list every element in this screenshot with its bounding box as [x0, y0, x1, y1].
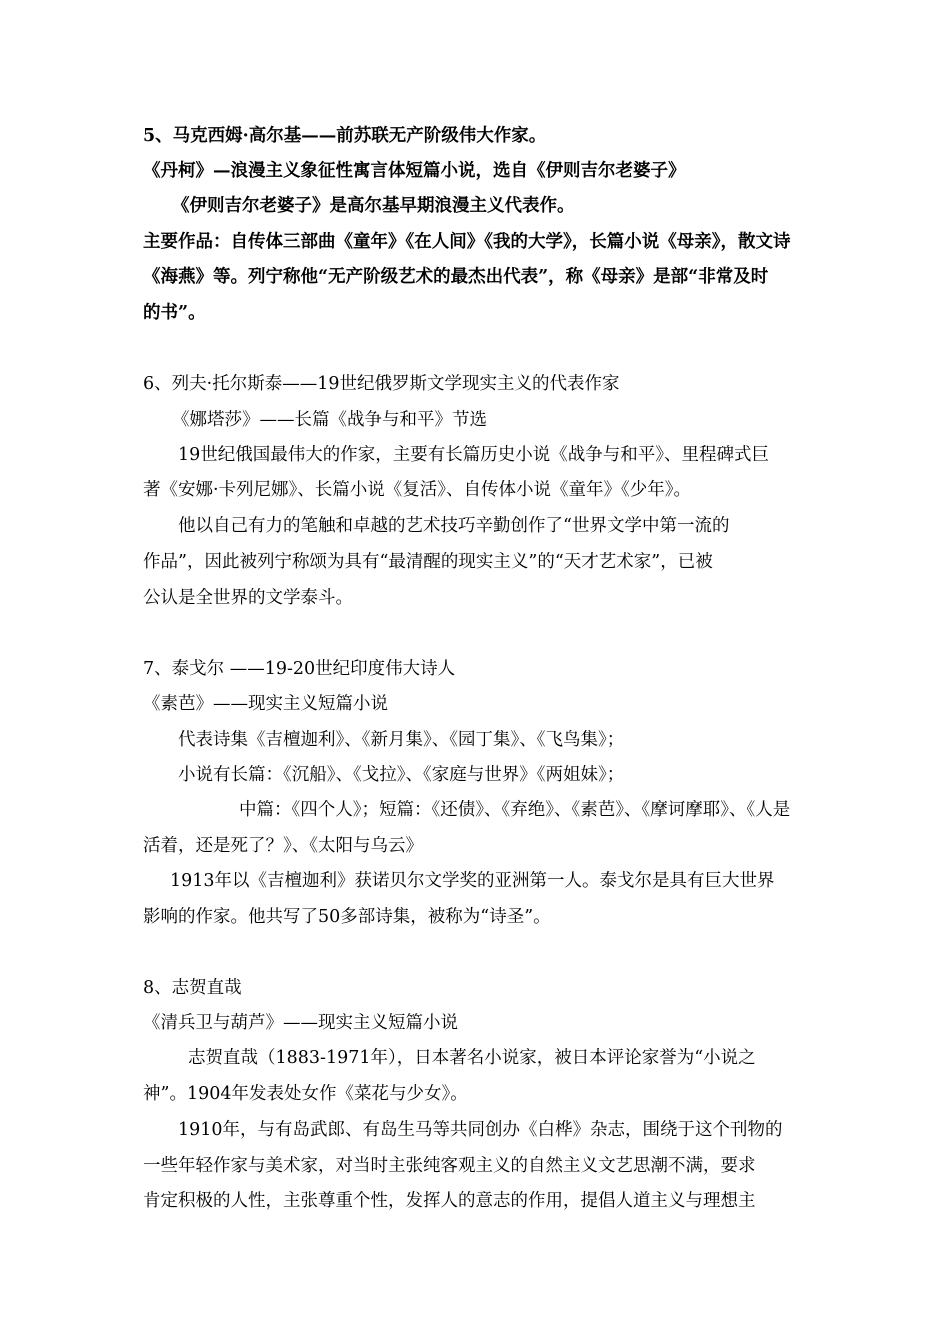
- section-heading: 6、列夫·托尔斯泰——19世纪俄罗斯文学现实主义的代表作家: [143, 374, 620, 394]
- text-line: 19世纪俄国最伟大的作家，主要有长篇历史小说《战争与和平》、里程碑式巨: [178, 445, 770, 465]
- section-heading: 5、马克西姆·高尔基——前苏联无产阶级伟大作家。: [143, 126, 547, 146]
- text-line: 主要作品：自传体三部曲《童年》《在人间》《我的大学》，长篇小说《母亲》，散文诗: [143, 232, 791, 252]
- text-line: 中篇：《四个人》；短篇：《还债》、《弃绝》、《素芭》、《摩诃摩耶》、《人是: [239, 800, 791, 820]
- text-line: 他以自己有力的笔触和卓越的艺术技巧辛勤创作了“世界文学中第一流的: [178, 516, 730, 536]
- text-line: 公认是全世界的文学泰斗。: [143, 588, 353, 608]
- text-line: 1910年，与有岛武郎、有岛生马等共同创办《白桦》杂志，围绕于这个刊物的: [178, 1120, 783, 1140]
- text-line: 小说有长篇：《沉船》、《戈拉》、《家庭与世界》《两姐妹》；: [178, 765, 625, 785]
- text-line: 《伊则吉尔老婆子》是高尔基早期浪漫主义代表作。: [172, 196, 575, 216]
- section-heading: 7、泰戈尔 ——19-20世纪印度伟大诗人: [143, 659, 456, 679]
- section-heading: 8、志贺直哉: [143, 978, 242, 998]
- text-line: 神”。1904年发表处女作《菜花与少女》。: [143, 1084, 468, 1104]
- text-line: 《清兵卫与葫芦》——现实主义短篇小说: [143, 1013, 458, 1033]
- text-line: 1913年以《吉檀迦利》获诺贝尔文学奖的亚洲第一人。泰戈尔是具有巨大世界: [170, 871, 775, 891]
- text-line: 的书”。: [143, 303, 206, 323]
- text-line: 代表诗集《吉檀迦利》、《新月集》、《园丁集》、《飞鸟集》；: [178, 730, 625, 750]
- text-line: 活着，还是死了？》、《太阳与乌云》: [143, 836, 423, 856]
- text-line: 志贺直哉（1883-1971年），日本著名小说家，被日本评论家誉为“小说之: [188, 1048, 756, 1068]
- text-line: 著《安娜·卡列尼娜》、长篇小说《复活》、自传体小说《童年》《少年》。: [143, 480, 692, 500]
- text-line: 影响的作家。他共写了50多部诗集，被称为“诗圣”。: [143, 907, 551, 927]
- text-line: 《素芭》——现实主义短篇小说: [143, 694, 388, 714]
- text-line: 一些年轻作家与美术家，对当时主张纯客观主义的自然主义文艺思潮不满，要求: [143, 1156, 756, 1176]
- text-line: 作品”，因此被列宁称颂为具有“最清醒的现实主义”的“天才艺术家”，已被: [143, 552, 713, 572]
- text-line: 肯定积极的人性，主张尊重个性，发挥人的意志的作用，提倡人道主义与理想主: [143, 1191, 756, 1211]
- text-line: 《海燕》等。列宁称他“无产阶级艺术的最杰出代表”，称《母亲》是部“非常及时: [143, 267, 769, 287]
- text-line: 《丹柯》—浪漫主义象征性寓言体短篇小说，选自《伊则吉尔老婆子》: [143, 161, 686, 181]
- text-line: 《娜塔莎》——长篇《战争与和平》节选: [172, 410, 487, 430]
